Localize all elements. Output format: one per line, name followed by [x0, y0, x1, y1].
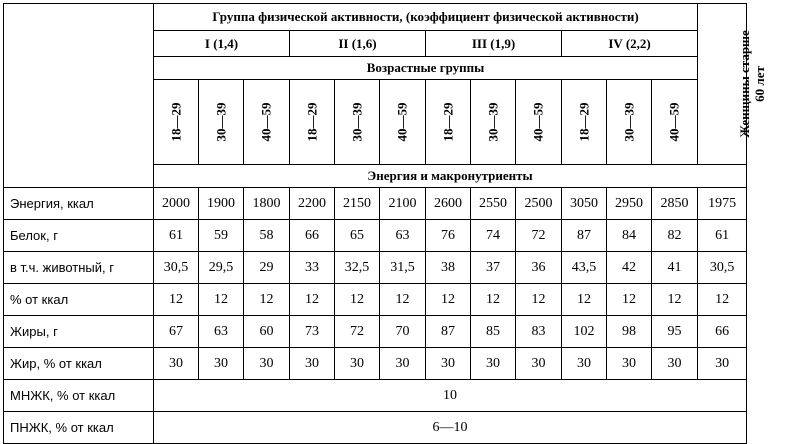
age-header-4 — [290, 80, 335, 165]
age-label: 40—59 — [258, 102, 274, 142]
table-body — [4, 188, 747, 444]
value-cell: 12 — [562, 284, 607, 316]
value-cell: 87 — [562, 220, 607, 252]
row-label: в т.ч. животный, г — [4, 252, 154, 284]
value-cell: 12 — [426, 284, 471, 316]
value-cell: 30 — [154, 348, 199, 380]
value-cell: 29 — [244, 252, 290, 284]
table-row — [4, 284, 747, 316]
age-label: 40—59 — [666, 102, 682, 142]
table-row — [4, 188, 747, 220]
value-cell: 12 — [471, 284, 516, 316]
value-cell: 1975 — [698, 188, 747, 220]
value-cell: 30,5 — [698, 252, 747, 284]
value-cell: 30 — [380, 348, 426, 380]
age-label: 18—29 — [304, 102, 319, 142]
value-cell: 2200 — [290, 188, 335, 220]
age-label: 30—39 — [213, 102, 228, 142]
value-cell: 42 — [607, 252, 652, 284]
age-label: 18—29 — [168, 102, 183, 142]
value-cell: 12 — [516, 284, 562, 316]
value-cell: 30 — [199, 348, 244, 380]
age-header-6 — [380, 80, 426, 165]
value-cell: 2100 — [380, 188, 426, 220]
value-cell: 2150 — [335, 188, 380, 220]
value-cell: 12 — [335, 284, 380, 316]
age-label: 30—39 — [485, 102, 500, 142]
value-cell: 30,5 — [154, 252, 199, 284]
value-cell: 2600 — [426, 188, 471, 220]
group-header-2: II (1,6) — [290, 31, 426, 57]
value-cell: 36 — [516, 252, 562, 284]
women-over-60-line2: 60 лет — [751, 65, 767, 102]
age-header-2 — [199, 80, 244, 165]
value-cell: 67 — [154, 316, 199, 348]
age-label: 18—29 — [576, 102, 591, 142]
value-cell: 31,5 — [380, 252, 426, 284]
row-label: Энергия, ккал — [4, 188, 154, 220]
value-cell: 30 — [607, 348, 652, 380]
age-header-11 — [607, 80, 652, 165]
value-cell: 3050 — [562, 188, 607, 220]
value-cell: 59 — [199, 220, 244, 252]
age-label: 40—59 — [530, 102, 546, 142]
value-cell: 30 — [426, 348, 471, 380]
nutrition-table-container — [3, 3, 767, 444]
value-cell: 30 — [698, 348, 747, 380]
value-cell: 87 — [426, 316, 471, 348]
value-cell: 29,5 — [199, 252, 244, 284]
age-label: 30—39 — [621, 102, 636, 142]
age-header-3 — [244, 80, 290, 165]
value-cell: 61 — [154, 220, 199, 252]
value-cell: 33 — [290, 252, 335, 284]
energy-macronutrients-title: Энергия и макронутриенты — [154, 165, 747, 188]
value-cell: 102 — [562, 316, 607, 348]
merged-value-cell: 10 — [154, 380, 747, 412]
table-row — [4, 220, 747, 252]
value-cell: 70 — [380, 316, 426, 348]
row-label: Белок, г — [4, 220, 154, 252]
value-cell: 30 — [471, 348, 516, 380]
value-cell: 2500 — [516, 188, 562, 220]
value-cell: 12 — [607, 284, 652, 316]
age-header-1 — [154, 80, 199, 165]
value-cell: 12 — [380, 284, 426, 316]
value-cell: 12 — [652, 284, 698, 316]
value-cell: 2000 — [154, 188, 199, 220]
value-cell: 1800 — [244, 188, 290, 220]
value-cell: 65 — [335, 220, 380, 252]
nutrition-table — [3, 3, 767, 444]
value-cell: 85 — [471, 316, 516, 348]
value-cell: 74 — [471, 220, 516, 252]
value-cell: 37 — [471, 252, 516, 284]
age-header-9 — [516, 80, 562, 165]
value-cell: 76 — [426, 220, 471, 252]
group-header-3: III (1,9) — [426, 31, 562, 57]
value-cell: 73 — [290, 316, 335, 348]
value-cell: 66 — [698, 316, 747, 348]
value-cell: 2950 — [607, 188, 652, 220]
corner-cell — [4, 4, 154, 188]
value-cell: 63 — [380, 220, 426, 252]
row-label: МНЖК, % от ккал — [4, 380, 154, 412]
value-cell: 38 — [426, 252, 471, 284]
value-cell: 84 — [607, 220, 652, 252]
age-groups-title: Возрастные группы — [154, 57, 698, 80]
row-label: Жир, % от ккал — [4, 348, 154, 380]
age-label: 18—29 — [440, 102, 455, 142]
table-row — [4, 316, 747, 348]
table-row — [4, 380, 747, 412]
value-cell: 12 — [199, 284, 244, 316]
value-cell: 30 — [244, 348, 290, 380]
women-over-60-header — [698, 4, 767, 165]
value-cell: 82 — [652, 220, 698, 252]
table-row — [4, 412, 747, 444]
value-cell: 30 — [652, 348, 698, 380]
value-cell: 12 — [154, 284, 199, 316]
value-cell: 41 — [652, 252, 698, 284]
row-label: % от ккал — [4, 284, 154, 316]
group-header-1: I (1,4) — [154, 31, 290, 57]
value-cell: 72 — [335, 316, 380, 348]
value-cell: 43,5 — [562, 252, 607, 284]
age-header-10 — [562, 80, 607, 165]
value-cell: 61 — [698, 220, 747, 252]
value-cell: 2850 — [652, 188, 698, 220]
age-label: 30—39 — [349, 102, 364, 142]
value-cell: 12 — [244, 284, 290, 316]
age-header-7 — [426, 80, 471, 165]
value-cell: 66 — [290, 220, 335, 252]
table-row — [4, 252, 747, 284]
women-over-60-line1: Женщины старше — [736, 29, 752, 138]
merged-value-cell: 6—10 — [154, 412, 747, 444]
value-cell: 58 — [244, 220, 290, 252]
value-cell: 83 — [516, 316, 562, 348]
value-cell: 30 — [562, 348, 607, 380]
value-cell: 30 — [516, 348, 562, 380]
value-cell: 30 — [290, 348, 335, 380]
group-header-4: IV (2,2) — [562, 31, 698, 57]
value-cell: 60 — [244, 316, 290, 348]
age-label: 40—59 — [394, 102, 410, 142]
age-header-8 — [471, 80, 516, 165]
table-row — [4, 348, 747, 380]
activity-group-title: Группа физической активности, (коэффициент физической активности) — [154, 4, 698, 31]
value-cell: 63 — [199, 316, 244, 348]
row-label: ПНЖК, % от ккал — [4, 412, 154, 444]
value-cell: 12 — [698, 284, 747, 316]
value-cell: 72 — [516, 220, 562, 252]
value-cell: 12 — [290, 284, 335, 316]
value-cell: 98 — [607, 316, 652, 348]
value-cell: 30 — [335, 348, 380, 380]
age-header-5 — [335, 80, 380, 165]
value-cell: 32,5 — [335, 252, 380, 284]
age-header-12 — [652, 80, 698, 165]
value-cell: 1900 — [199, 188, 244, 220]
value-cell: 2550 — [471, 188, 516, 220]
row-label: Жиры, г — [4, 316, 154, 348]
value-cell: 95 — [652, 316, 698, 348]
